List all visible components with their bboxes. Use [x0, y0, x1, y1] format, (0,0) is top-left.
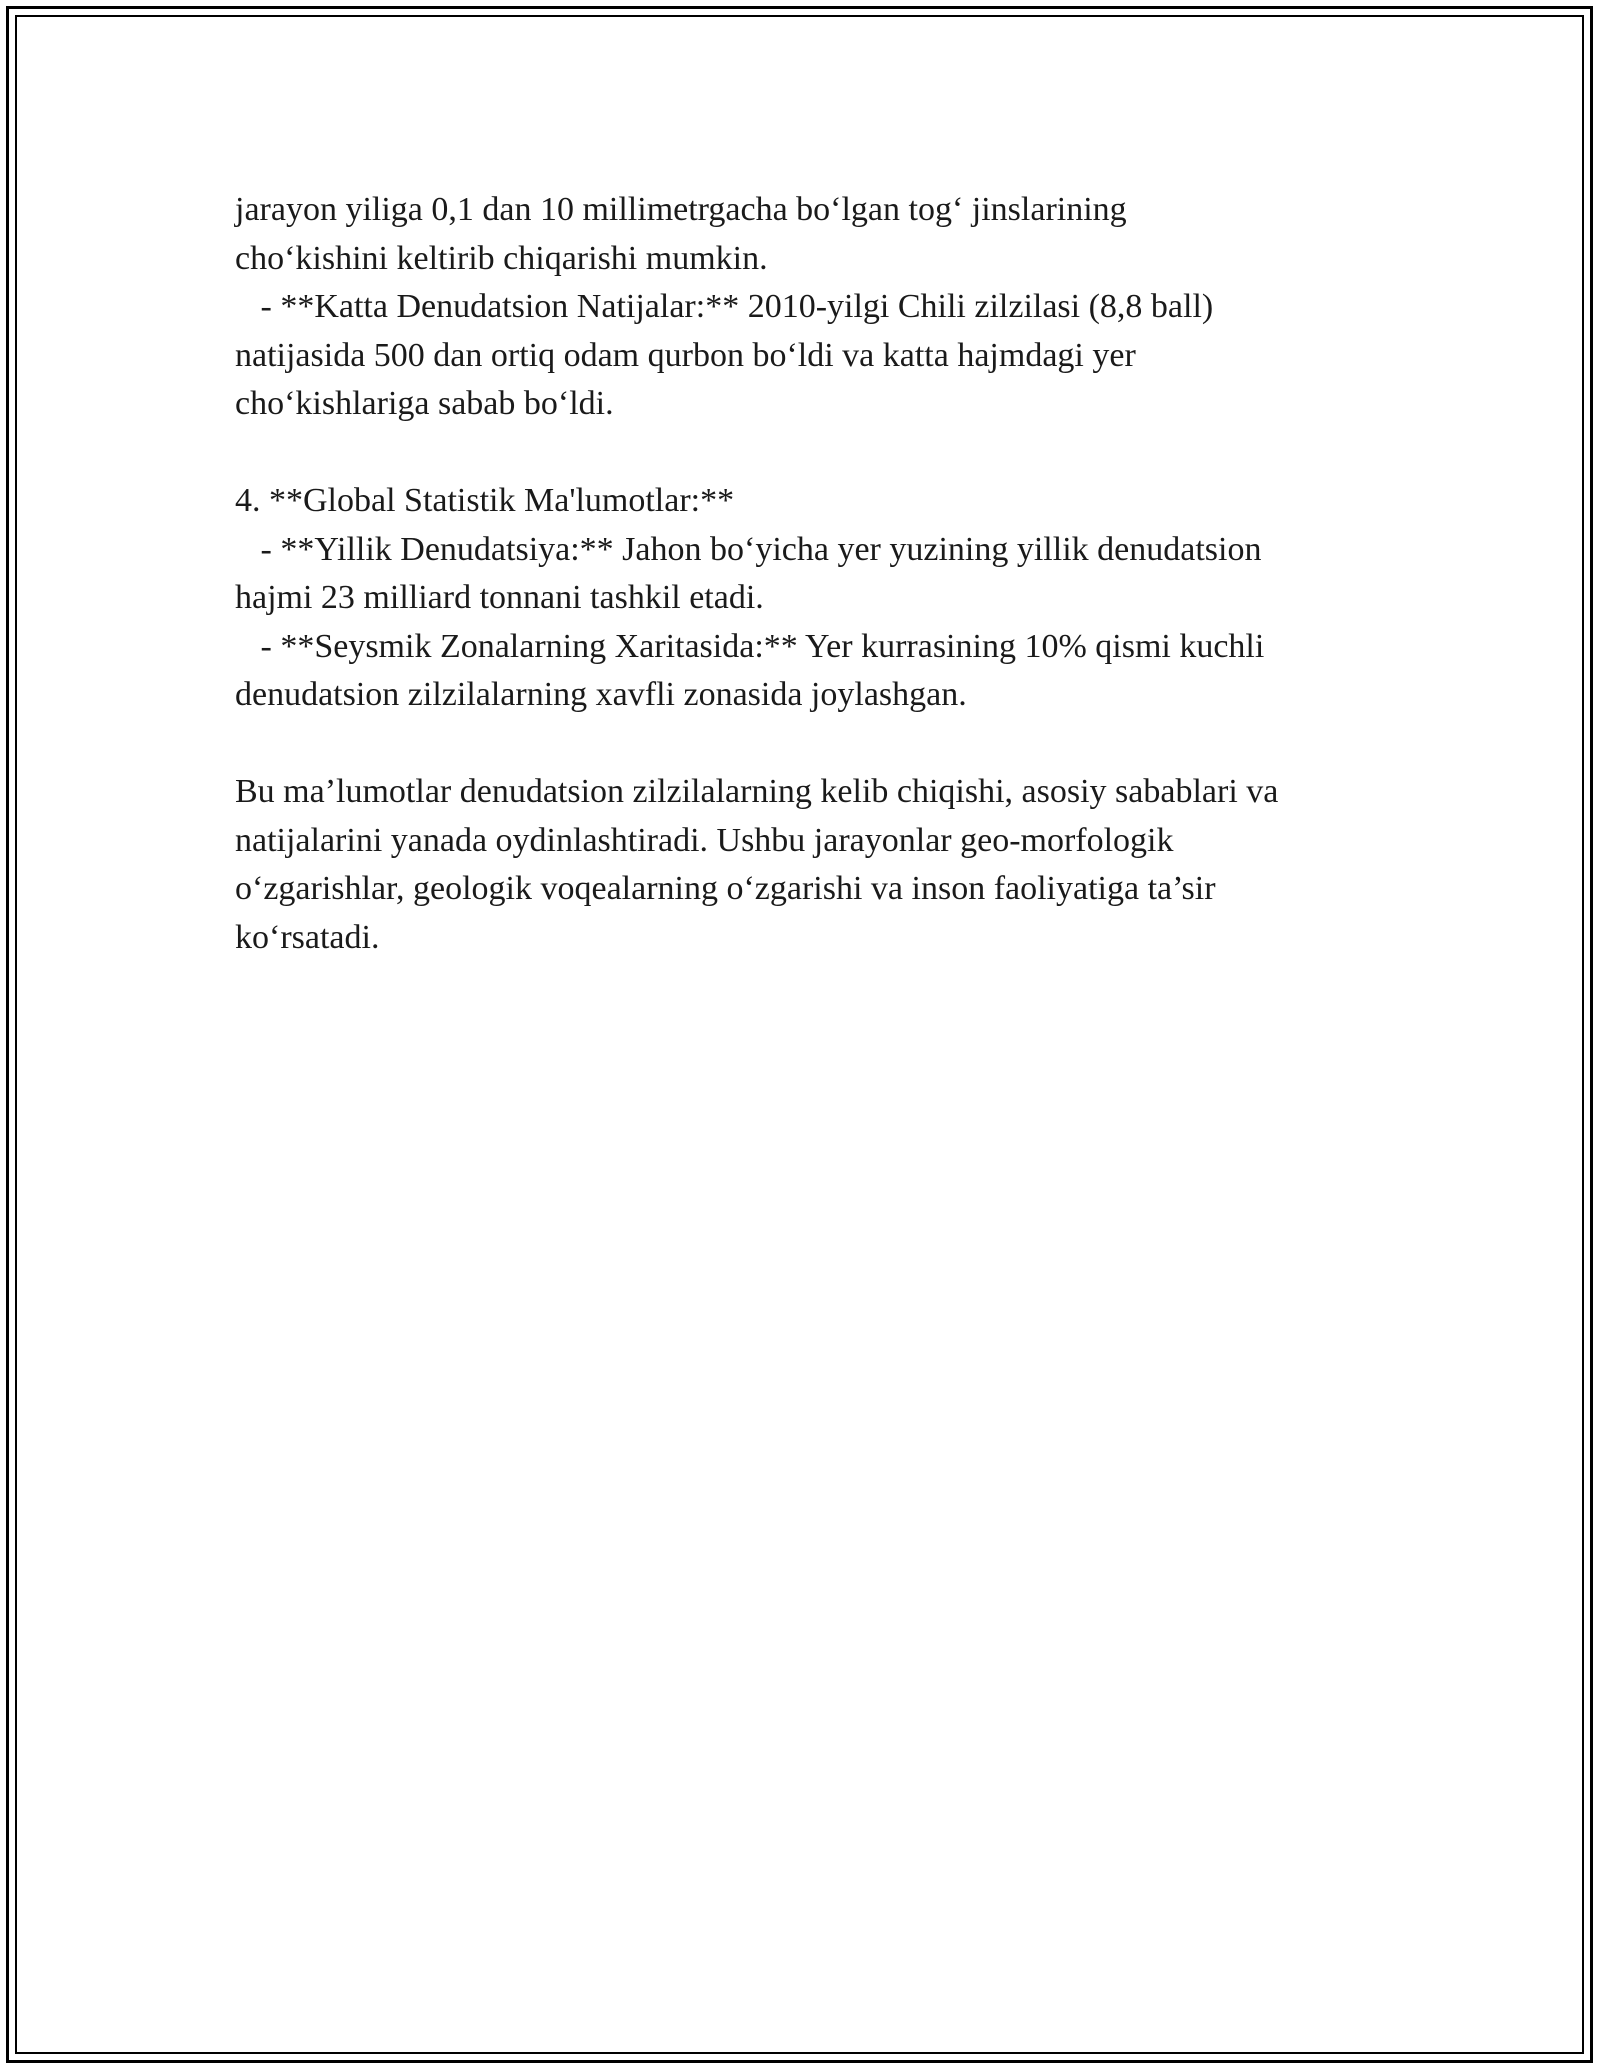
paragraph-gap	[235, 429, 1385, 478]
text-line: denudatsion zilzilalarning xavfli zonasida joylashgan.	[235, 676, 967, 713]
text-line: Bu ma’lumotlar denudatsion zilzilalarning kelib chiqishi, asosiy sabablari va	[235, 773, 1279, 810]
text-line: hajmi 23 milliard tonnani tashkil etadi.	[235, 579, 764, 616]
list-item-seysmik-zonalar: - **Seysmik Zonalarning Xaritasida:** Yer kurrasining 10% qismi kuchli	[235, 627, 1265, 665]
list-item-katta-denudatsion: - **Katta Denudatsion Natijalar:** 2010-yilgi Chili zilzilasi (8,8 ball)	[235, 288, 1214, 325]
section-heading: 4. **Global Statistik Ma'lumotlar:**	[235, 482, 735, 519]
section-global-statistics	[235, 477, 1385, 720]
text-line: ko‘rsatadi.	[235, 918, 380, 956]
conclusion-paragraph	[235, 768, 1385, 962]
text-line: jarayon yiliga 0,1 dan 10 millimetrgacha bo‘lgan tog‘ jinslarining	[235, 191, 1127, 228]
list-item-yillik-denudatsiya: - **Yillik Denudatsiya:** Jahon bo‘yicha yer yuzining yillik denudatsion	[235, 530, 1262, 568]
text-line: natijalarini yanada oydinlashtiradi. Ushbu jarayonlar geo-morfologik	[235, 821, 1174, 859]
paragraph-gap	[235, 720, 1385, 769]
text-line: cho‘kishlariga sabab bo‘ldi.	[235, 385, 614, 422]
continued-paragraph	[235, 186, 1385, 429]
document-body	[235, 186, 1385, 962]
text-line: o‘zgarishlar, geologik voqealarning o‘zgarishi va inson faoliyatiga ta’sir	[235, 870, 1216, 907]
text-line: natijasida 500 dan ortiq odam qurbon bo‘ldi va katta hajmdagi yer	[235, 336, 1136, 374]
text-line: cho‘kishini keltirib chiqarishi mumkin.	[235, 239, 768, 277]
